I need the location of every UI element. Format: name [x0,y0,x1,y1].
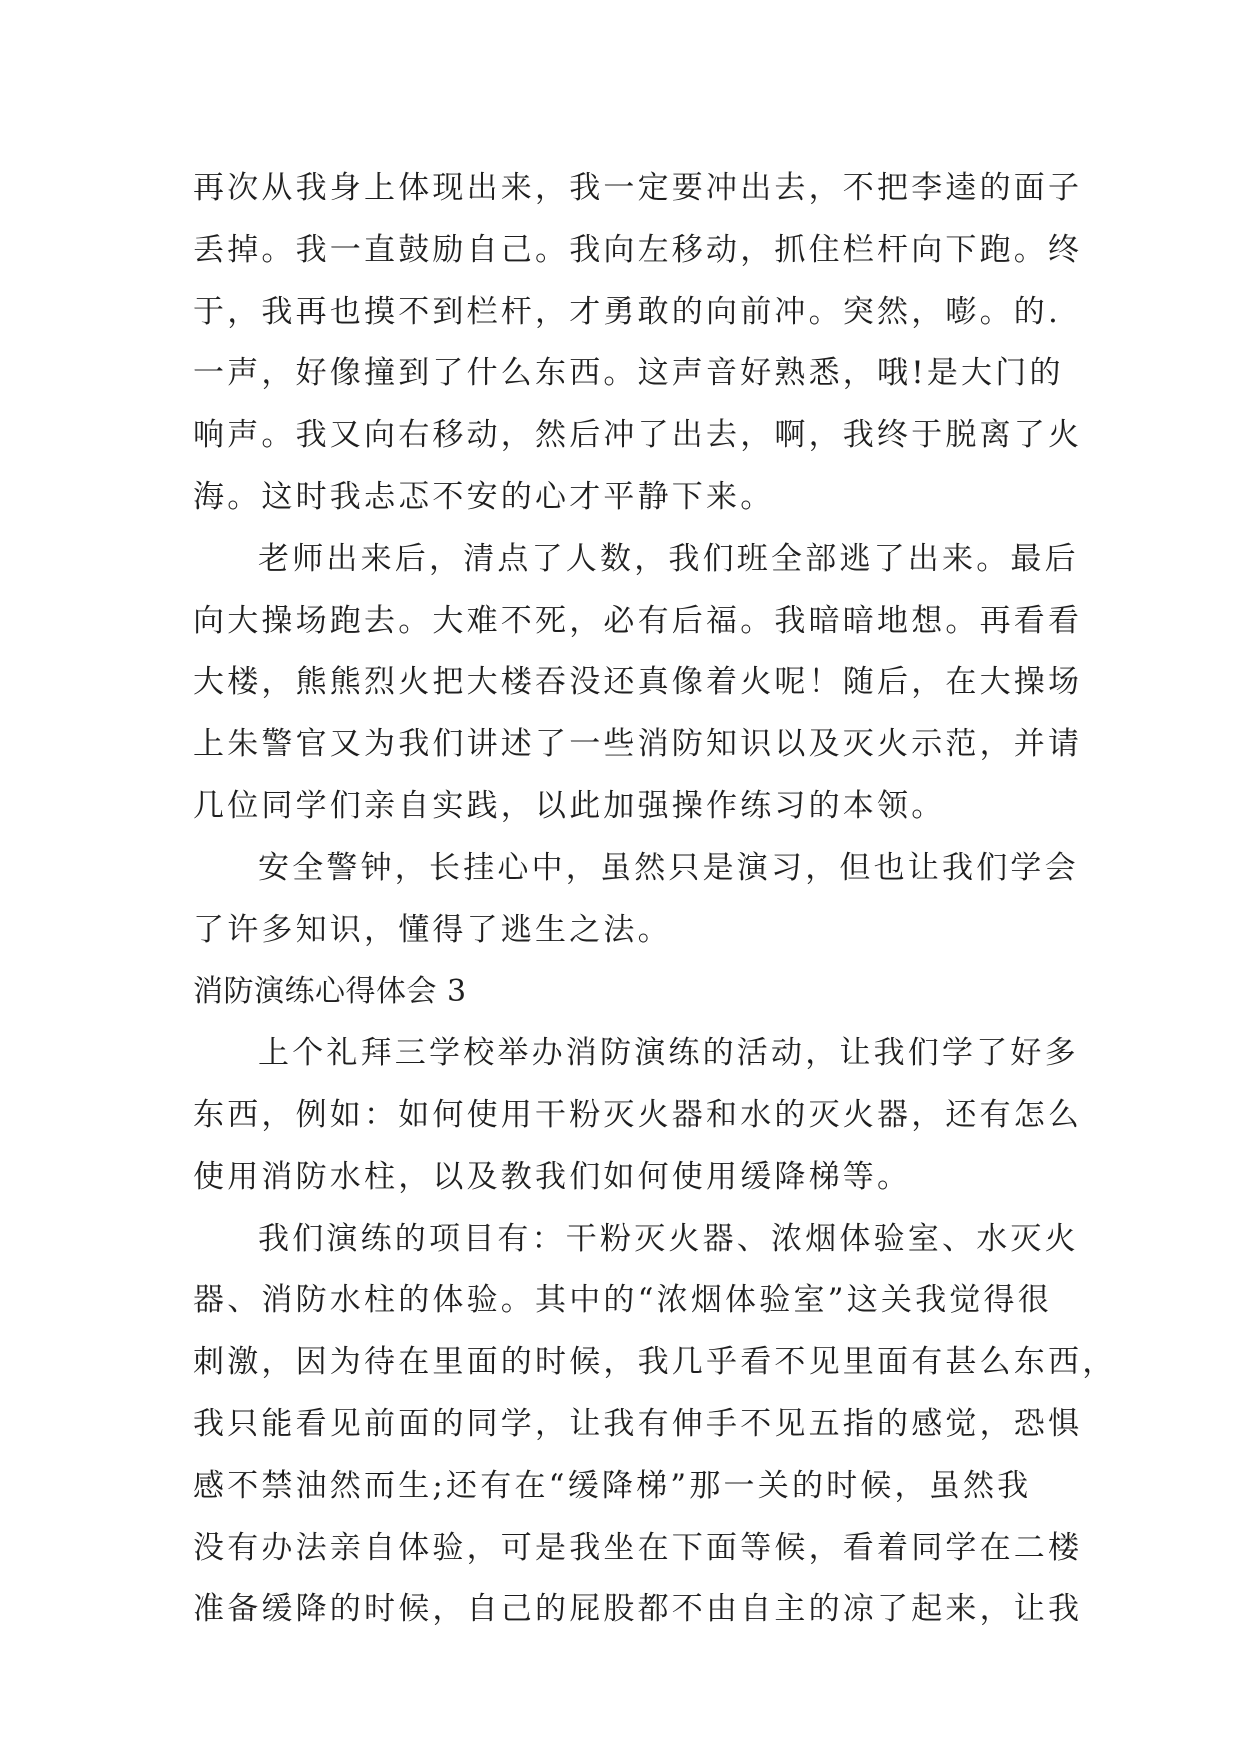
text-line: 刺激，因为待在里面的时候，我几乎看不见里面有甚么东西， [193,1344,1117,1381]
paragraph-start-line: 安全警钟，长挂心中，虽然只是演习，但也让我们学会 [258,849,1079,886]
text-line: 准备缓降的时候，自己的屁股都不由自主的凉了起来，让我 [193,1591,1083,1628]
paragraph-start-line: 上个礼拜三学校举办消防演练的活动，让我们学了好多 [258,1035,1079,1072]
text-line: 海。这时我忐忑不安的心才平静下来。 [193,478,775,515]
text-line: 向大操场跑去。大难不死，必有后福。我暗暗地想。再看看 [193,602,1083,639]
text-line: 响声。我又向右移动，然后冲了出去，啊，我终于脱离了火 [193,417,1083,454]
paragraph-start-line: 老师出来后，清点了人数，我们班全部逃了出来。最后 [258,540,1079,577]
text-line: 于，我再也摸不到栏杆，才勇敢的向前冲。突然，嘭。的. [193,293,1062,330]
section-heading: 消防演练心得体会 3 [193,974,467,1010]
text-line: 一声，好像撞到了什么东西。这声音好熟悉，哦!是大门的 [193,355,1064,392]
paragraph-start-line: 我们演练的项目有：干粉灭火器、浓烟体验室、水灭火 [258,1220,1079,1257]
text-line: 使用消防水柱，以及教我们如何使用缓降梯等。 [193,1158,912,1195]
text-line: 了许多知识，懂得了逃生之法。 [193,911,672,948]
text-line: 上朱警官又为我们讲述了一些消防知识以及灭火示范，并请 [193,726,1083,763]
text-line: 再次从我身上体现出来，我一定要冲出去，不把李逵的面子 [193,170,1083,206]
text-line: 没有办法亲自体验，可是我坐在下面等候，看着同学在二楼 [193,1529,1083,1566]
text-line: 器、消防水柱的体验。其中的“浓烟体验室”这关我觉得很 [193,1282,1052,1319]
text-line: 东西，例如：如何使用干粉灭火器和水的灭火器，还有怎么 [193,1096,1083,1133]
text-line: 感不禁油然而生;还有在“缓降梯”那一关的时候，虽然我 [193,1467,1032,1504]
text-line: 几位同学们亲自实践，以此加强操作练习的本领。 [193,787,946,824]
text-line: 丢掉。我一直鼓励自己。我向左移动，抓住栏杆向下跑。终 [193,231,1083,268]
document-body [193,158,1117,1641]
text-line: 大楼，熊熊烈火把大楼吞没还真像着火呢！随后，在大操场 [193,664,1083,701]
text-line: 我只能看见前面的同学，让我有伸手不见五指的感觉，恐惧 [193,1405,1083,1442]
